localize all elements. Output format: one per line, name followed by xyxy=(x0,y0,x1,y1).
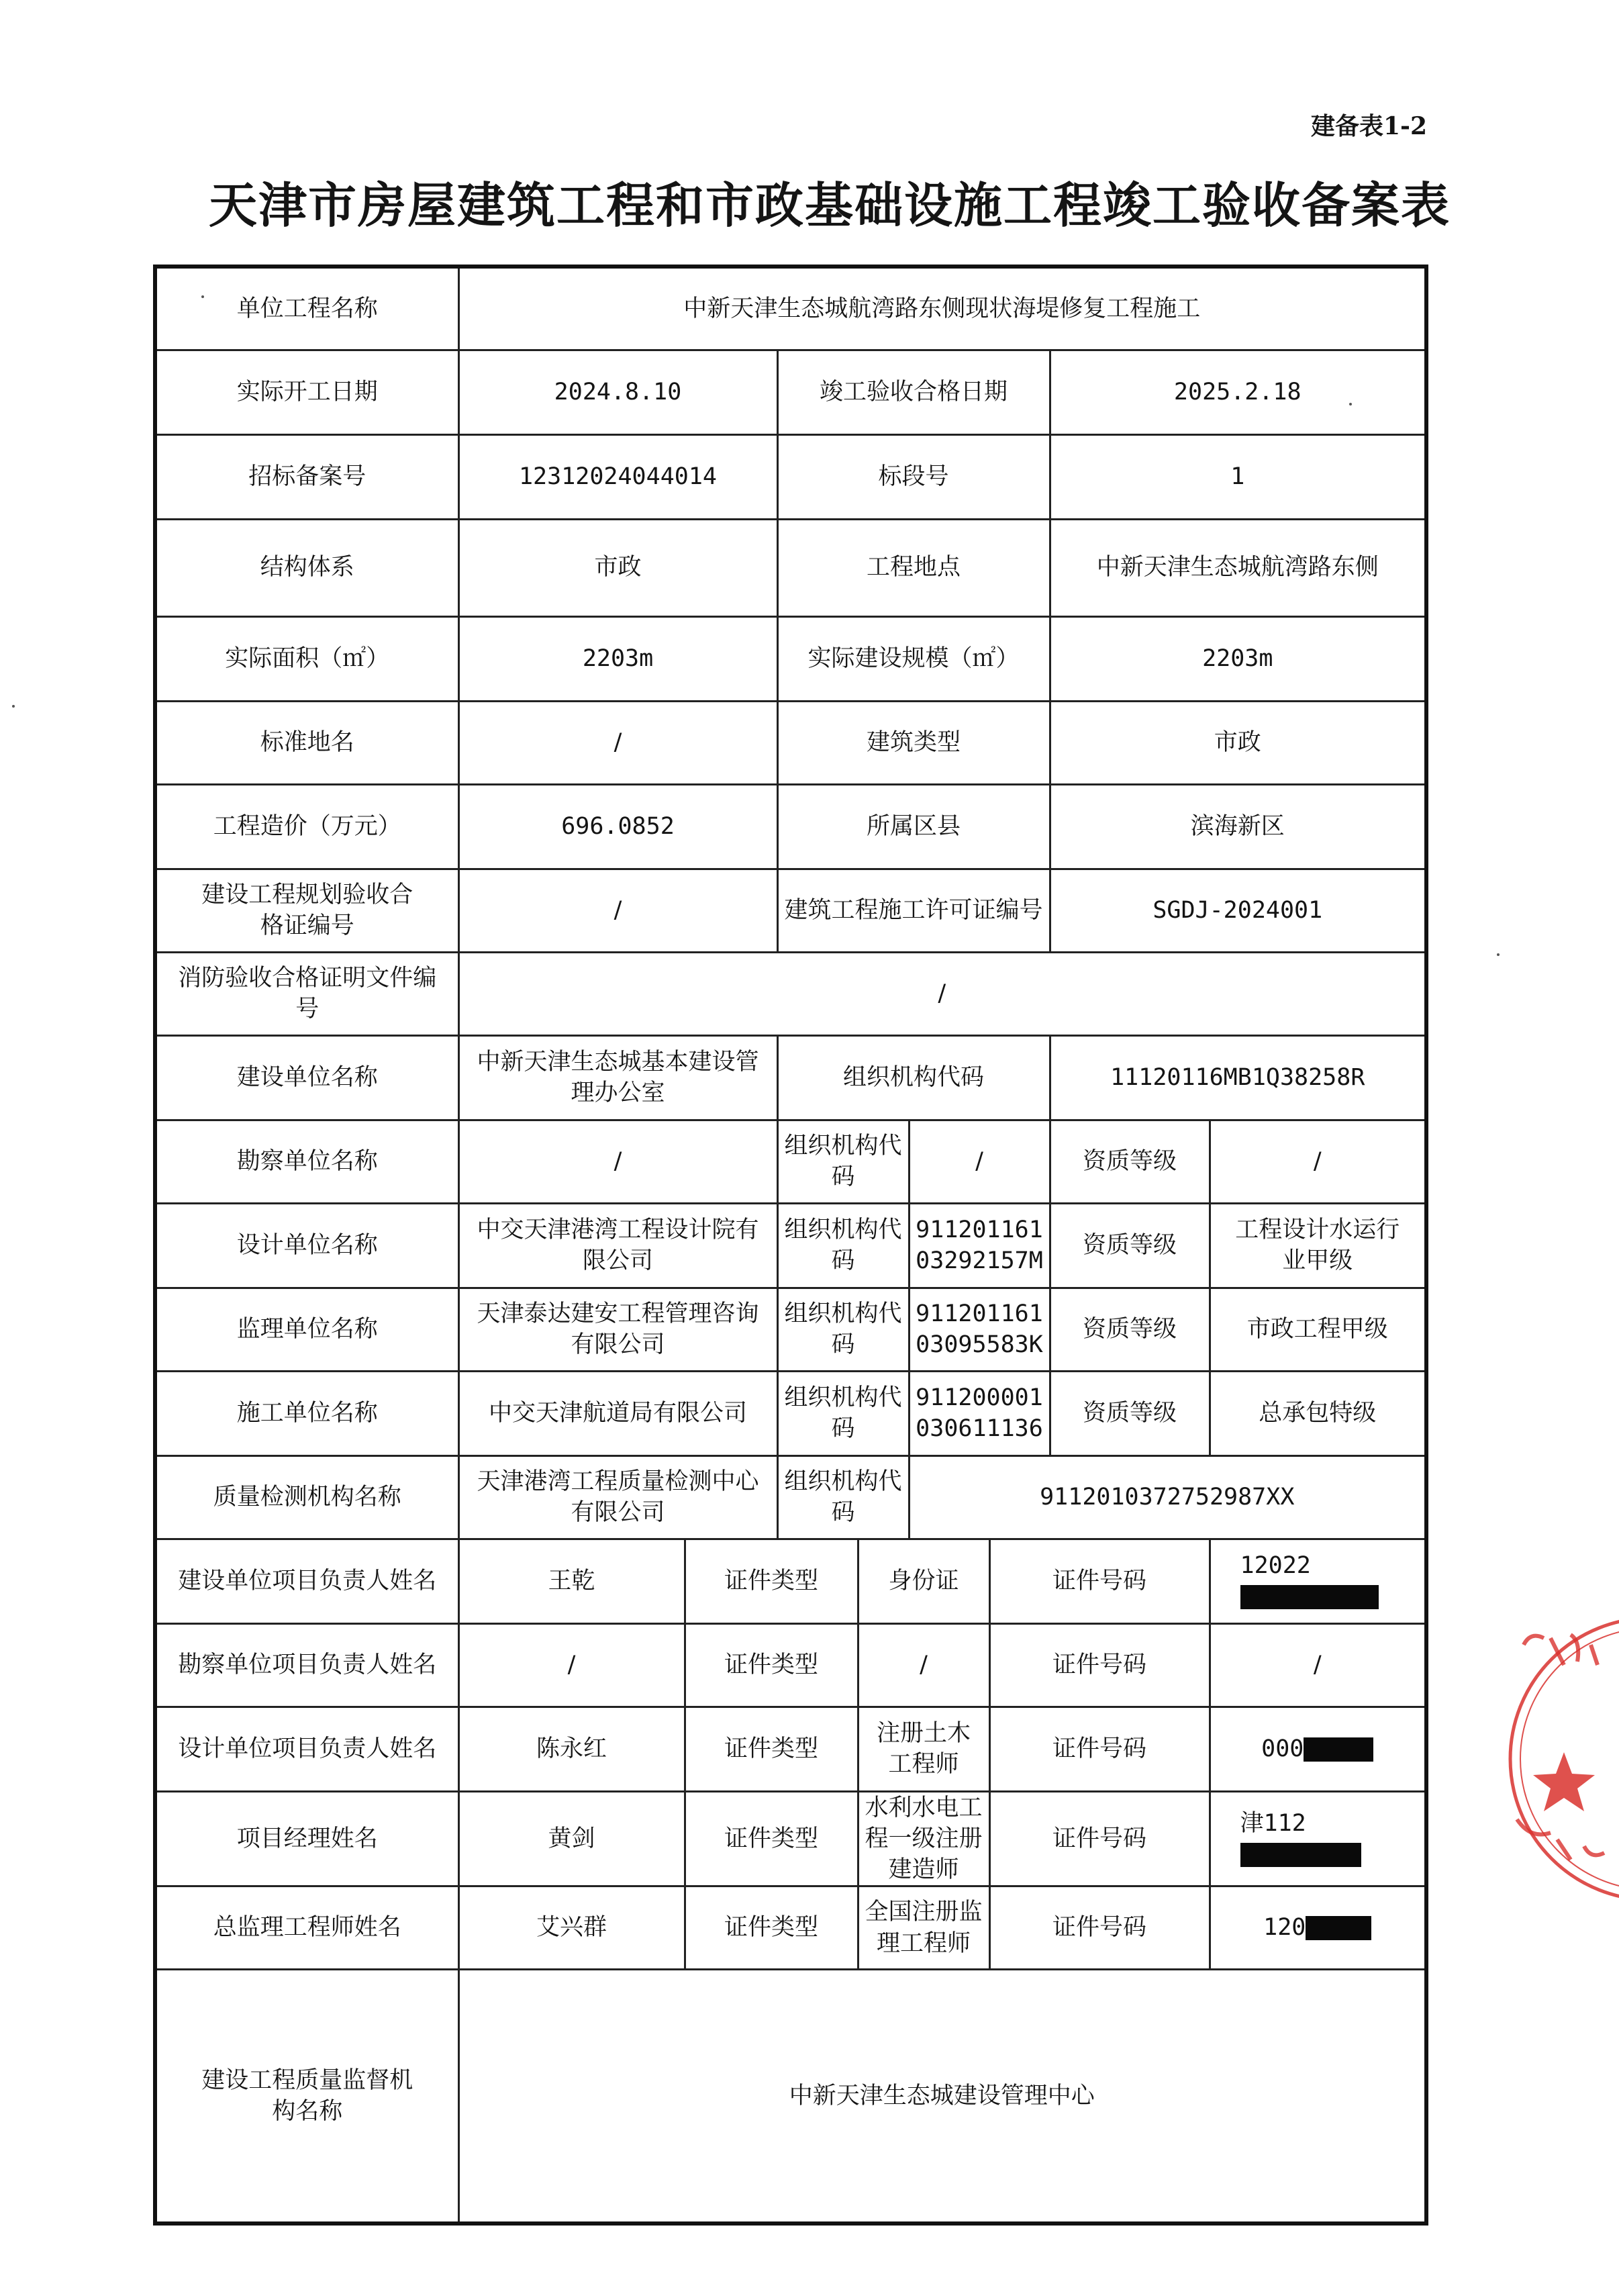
label-std-name: 标准地名 xyxy=(155,701,458,784)
label-chief-supervisor-cert-no: 证件号码 xyxy=(989,1886,1210,1970)
value-supervision-org-code: 911201161 03095583K xyxy=(909,1288,1050,1371)
label-section-no: 标段号 xyxy=(777,434,1050,519)
value-survey: / xyxy=(458,1120,777,1203)
value-quality-supervision: 中新天津生态城建设管理中心 xyxy=(458,1970,1426,2223)
value-project-name: 中新天津生态城航湾路东侧现状海堤修复工程施工 xyxy=(458,267,1426,350)
value-design-lead: 陈永红 xyxy=(458,1707,685,1791)
label-testing: 质量检测机构名称 xyxy=(155,1455,458,1539)
value-start-date: 2024.8.10 xyxy=(458,350,777,434)
label-design-org-code: 组织机构代码 xyxy=(777,1203,909,1288)
table-row xyxy=(155,1886,1426,1970)
scan-speck xyxy=(12,705,15,708)
label-scale: 实际建设规模（㎡） xyxy=(777,616,1050,701)
label-planning-cert: 建设工程规划验收合格证编号 xyxy=(155,869,458,952)
value-testing-org-code: 9112010372752987XX xyxy=(909,1455,1426,1539)
value-survey-lead-cert-no: / xyxy=(1210,1623,1426,1707)
label-structure: 结构体系 xyxy=(155,519,458,616)
label-supervision: 监理单位名称 xyxy=(155,1288,458,1371)
label-cost: 工程造价（万元） xyxy=(155,784,458,869)
label-survey-qualification: 资质等级 xyxy=(1050,1120,1210,1203)
value-design-lead-cert-type: 注册土木工程师 xyxy=(858,1707,989,1791)
table-row xyxy=(155,1035,1426,1120)
value-permit-no: SGDJ-2024001 xyxy=(1050,869,1426,952)
value-std-name: / xyxy=(458,701,777,784)
value-fire-cert: / xyxy=(458,952,1426,1035)
value-testing: 天津港湾工程质量检测中心有限公司 xyxy=(458,1455,777,1539)
value-construction-org-code: 911200001 030611136 xyxy=(909,1371,1050,1455)
label-builder-lead-cert-type: 证件类型 xyxy=(685,1539,858,1623)
label-building-type: 建筑类型 xyxy=(777,701,1050,784)
value-structure: 市政 xyxy=(458,519,777,616)
seal-inner-ring xyxy=(1520,1628,1619,1890)
seal-star-icon xyxy=(1533,1752,1595,1811)
value-tender-no: 12312024044014 xyxy=(458,434,777,519)
label-construction-qualification: 资质等级 xyxy=(1050,1371,1210,1455)
value-construction: 中交天津航道局有限公司 xyxy=(458,1371,777,1455)
redaction-bar xyxy=(1240,1843,1361,1867)
table-row xyxy=(155,701,1426,784)
value-survey-qualification: / xyxy=(1210,1120,1426,1203)
label-construction-org-code: 组织机构代码 xyxy=(777,1371,909,1455)
value-chief-supervisor: 艾兴群 xyxy=(458,1886,685,1970)
value-scale: 2203m xyxy=(1050,616,1426,701)
value-design-lead-cert-no xyxy=(1210,1707,1426,1791)
label-survey-lead-cert-no: 证件号码 xyxy=(989,1623,1210,1707)
value-design: 中交天津港湾工程设计院有限公司 xyxy=(458,1203,777,1288)
value-chief-supervisor-cert-type: 全国注册监理工程师 xyxy=(858,1886,989,1970)
seal-outer-ring xyxy=(1510,1618,1619,1900)
label-builder-lead: 建设单位项目负责人姓名 xyxy=(155,1539,458,1623)
value-pm-cert-type: 水利水电工程一级注册建造师 xyxy=(858,1791,989,1886)
redaction-bar xyxy=(1304,1737,1373,1762)
table-row xyxy=(155,1623,1426,1707)
label-location: 工程地点 xyxy=(777,519,1050,616)
seal-text-bottom xyxy=(1517,1819,1604,1860)
table-row xyxy=(155,1707,1426,1791)
value-section-no: 1 xyxy=(1050,434,1426,519)
label-supervision-qualification: 资质等级 xyxy=(1050,1288,1210,1371)
scan-speck xyxy=(1349,403,1352,405)
value-builder-org-code: 11120116MB1Q38258R xyxy=(1050,1035,1426,1120)
value-supervision: 天津泰达建安工程管理咨询有限公司 xyxy=(458,1288,777,1371)
value-builder: 中新天津生态城基本建设管理办公室 xyxy=(458,1035,777,1120)
form-code: 建备表1-2 xyxy=(1310,112,1427,140)
label-survey: 勘察单位名称 xyxy=(155,1120,458,1203)
table-row xyxy=(155,784,1426,869)
label-start-date: 实际开工日期 xyxy=(155,350,458,434)
cert-no-visible-part: 000 xyxy=(1261,1735,1304,1762)
table-row xyxy=(155,1455,1426,1539)
label-area: 实际面积（㎡） xyxy=(155,616,458,701)
value-builder-lead-cert-no xyxy=(1210,1539,1426,1623)
document-title: 天津市房屋建筑工程和市政基础设施工程竣工验收备案表 xyxy=(208,177,1451,234)
table-row xyxy=(155,267,1426,350)
label-survey-lead: 勘察单位项目负责人姓名 xyxy=(155,1623,458,1707)
value-cost: 696.0852 xyxy=(458,784,777,869)
label-testing-org-code: 组织机构代码 xyxy=(777,1455,909,1539)
value-design-qualification: 工程设计水运行业甲级 xyxy=(1210,1203,1426,1288)
value-planning-cert: / xyxy=(458,869,777,952)
label-quality-supervision: 建设工程质量监督机构名称 xyxy=(155,1970,458,2223)
value-pm-cert-no xyxy=(1210,1791,1426,1886)
label-design-lead-cert-type: 证件类型 xyxy=(685,1707,858,1791)
value-supervision-qualification: 市政工程甲级 xyxy=(1210,1288,1426,1371)
redaction-bar xyxy=(1240,1585,1379,1609)
label-pm: 项目经理姓名 xyxy=(155,1791,458,1886)
label-supervision-org-code: 组织机构代码 xyxy=(777,1288,909,1371)
label-survey-org-code: 组织机构代码 xyxy=(777,1120,909,1203)
cert-no-visible-part: 12022 xyxy=(1240,1551,1311,1579)
table-row xyxy=(155,519,1426,616)
value-construction-qualification: 总承包特级 xyxy=(1210,1371,1426,1455)
table-row xyxy=(155,1791,1426,1886)
table-row xyxy=(155,869,1426,952)
value-builder-lead-cert-type: 身份证 xyxy=(858,1539,989,1623)
cert-no-visible-part: 津112 xyxy=(1240,1809,1306,1837)
cert-no-visible-part: 120 xyxy=(1263,1914,1306,1942)
label-district: 所属区县 xyxy=(777,784,1050,869)
label-construction: 施工单位名称 xyxy=(155,1371,458,1455)
label-builder-lead-cert-no: 证件号码 xyxy=(989,1539,1210,1623)
label-permit-no: 建筑工程施工许可证编号 xyxy=(777,869,1050,952)
label-project-name: 单位工程名称 xyxy=(155,267,458,350)
table-row xyxy=(155,1539,1426,1623)
scan-speck xyxy=(201,295,204,298)
label-tender-no: 招标备案号 xyxy=(155,434,458,519)
table-row xyxy=(155,616,1426,701)
label-chief-supervisor-cert-type: 证件类型 xyxy=(685,1886,858,1970)
label-design-lead-cert-no: 证件号码 xyxy=(989,1707,1210,1791)
scan-speck xyxy=(1497,953,1500,956)
label-design: 设计单位名称 xyxy=(155,1203,458,1288)
red-seal-stamp xyxy=(1483,1598,1619,1907)
label-acceptance-date: 竣工验收合格日期 xyxy=(777,350,1050,434)
table-row xyxy=(155,952,1426,1035)
value-chief-supervisor-cert-no xyxy=(1210,1886,1426,1970)
value-builder-lead: 王乾 xyxy=(458,1539,685,1623)
table-row xyxy=(155,1120,1426,1203)
label-builder: 建设单位名称 xyxy=(155,1035,458,1120)
value-location: 中新天津生态城航湾路东侧 xyxy=(1050,519,1426,616)
label-builder-org-code: 组织机构代码 xyxy=(777,1035,1050,1120)
label-survey-lead-cert-type: 证件类型 xyxy=(685,1623,858,1707)
value-design-org-code: 911201161 03292157M xyxy=(909,1203,1050,1288)
label-design-qualification: 资质等级 xyxy=(1050,1203,1210,1288)
label-chief-supervisor: 总监理工程师姓名 xyxy=(155,1886,458,1970)
table-row xyxy=(155,1288,1426,1371)
table-row xyxy=(155,1203,1426,1288)
value-area: 2203m xyxy=(458,616,777,701)
table-row xyxy=(155,350,1426,434)
label-pm-cert-type: 证件类型 xyxy=(685,1791,858,1886)
label-design-lead: 设计单位项目负责人姓名 xyxy=(155,1707,458,1791)
label-fire-cert: 消防验收合格证明文件编号 xyxy=(155,952,458,1035)
value-acceptance-date: 2025.2.18 xyxy=(1050,350,1426,434)
value-district: 滨海新区 xyxy=(1050,784,1426,869)
table-row xyxy=(155,1371,1426,1455)
value-survey-lead: / xyxy=(458,1623,685,1707)
value-pm: 黄剑 xyxy=(458,1791,685,1886)
record-table xyxy=(153,265,1428,2226)
value-building-type: 市政 xyxy=(1050,701,1426,784)
seal-text-top xyxy=(1524,1635,1598,1665)
redaction-bar xyxy=(1306,1916,1371,1940)
table-row xyxy=(155,1970,1426,2223)
label-pm-cert-no: 证件号码 xyxy=(989,1791,1210,1886)
value-survey-lead-cert-type: / xyxy=(858,1623,989,1707)
value-survey-org-code: / xyxy=(909,1120,1050,1203)
table-row xyxy=(155,434,1426,519)
